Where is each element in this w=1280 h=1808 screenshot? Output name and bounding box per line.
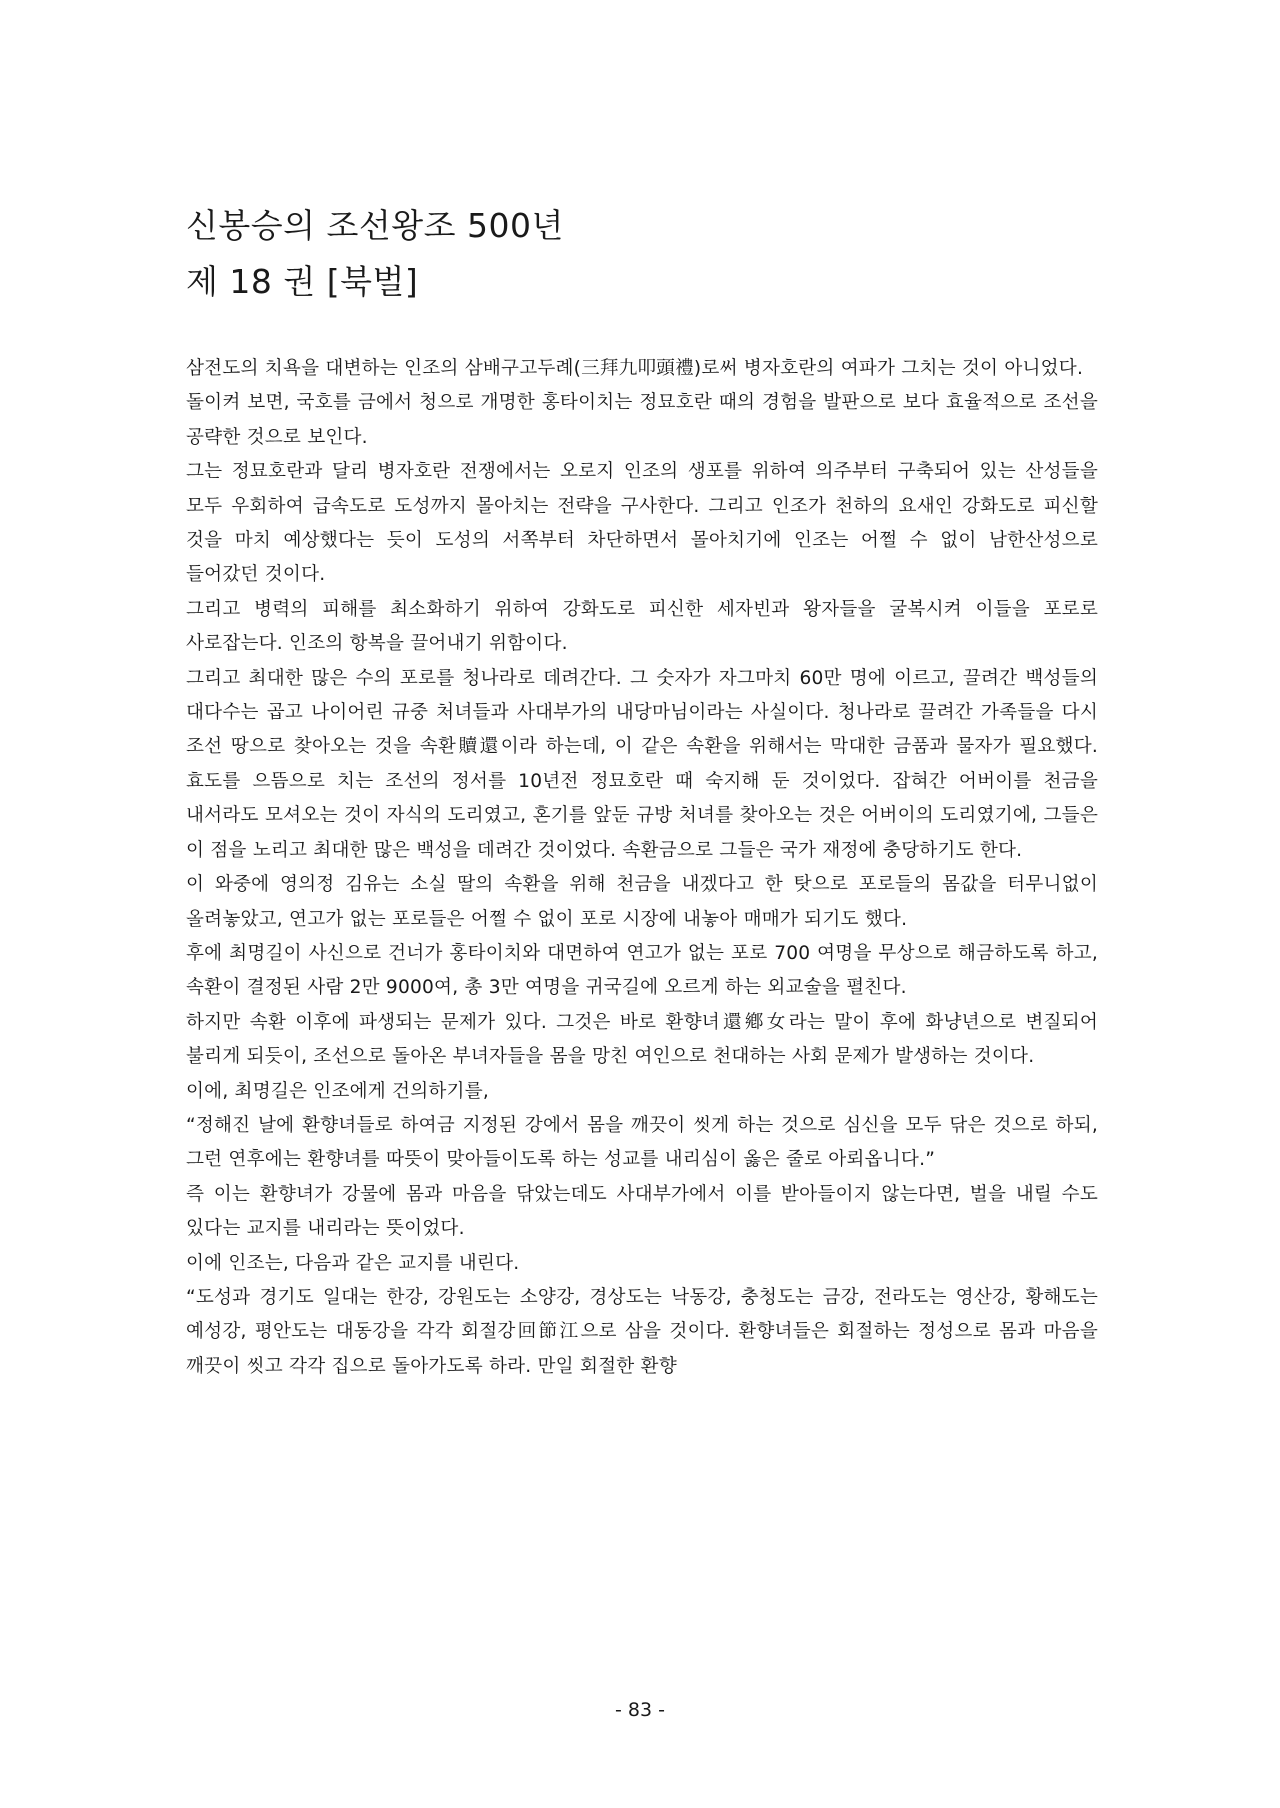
paragraph: 하지만 속환 이후에 파생되는 문제가 있다. 그것은 바로 환향녀還鄕女라는 말이 후에 화냥년으로 변질되어 불리게 되듯이, 조선으로 돌아온 부녀자들을 몸을 망친 여인으로 천대하는 사회 문제가 발생하는 것이다.: [186, 1011, 1098, 1068]
paragraph: “도성과 경기도 일대는 한강, 강원도는 소양강, 경상도는 낙동강, 충청도는 금강, 전라도는 영산강, 황해도는 예성강, 평안도는 대동강을 각각 회절강回節江으로 삼을 것이다. 환향녀들은 회절하는 정성으로 몸과 마음을 깨끗이 씻고 각각 집으로 돌아가도록 하라. 만일 회절한 환향: [186, 1286, 1098, 1377]
paragraph: 이 와중에 영의정 김유는 소실 딸의 속환을 위해 천금을 내겠다고 한 탓으로 포로들의 몸값을 터무니없이 올려놓았고, 연고가 없는 포로들은 어쩔 수 없이 포로 시장에 내놓아 매매가 되기도 했다.: [186, 874, 1098, 930]
paragraph: 후에 최명길이 사신으로 건너가 홍타이치와 대면하여 연고가 없는 포로 700 여명을 무상으로 해금하도록 하고, 속환이 결정된 사람 2만 9000여, 총 3만 여명을 귀국길에 오르게 하는 외교술을 펼친다.: [186, 942, 1098, 999]
paragraph: 즉 이는 환향녀가 강물에 몸과 마음을 닦았는데도 사대부가에서 이를 받아들이지 않는다면, 벌을 내릴 수도 있다는 교지를 내리라는 뜻이었다.: [186, 1183, 1098, 1240]
paragraph: 그리고 최대한 많은 수의 포로를 청나라로 데려간다. 그 숫자가 자그마치 60만 명에 이르고, 끌려간 백성들의 대다수는 곱고 나이어린 규중 처녀들과 사대부가의 내당마님이라는 사실이다. 청나라로 끌려간 가족들을 다시 조선 땅으로 찾아오는 것을 속환贖還이라 하는데, 이 같은 속환을 위해서는 막대한 금품과 물자가 필요했다. 효도를 으뜸으로 치는 조선의 정서를 10년전 정묘호란 때 숙지해 둔 것이었다. 잡혀간 어버이를 천금을 내서라도 모셔오는 것이 자식의 도리였고, 혼기를 앞둔 규방 처녀를 찾아오는 것은 어버이의 도리였기에, 그들은 이 점을 노리고 최대한 많은 백성을 데려간 것이었다. 속환금으로 그들은 국가 재정에 충당하기도 한다.: [186, 667, 1098, 861]
title-block: [186, 198, 1086, 310]
paragraph: 그리고 병력의 피해를 최소화하기 위하여 강화도로 피신한 세자빈과 왕자들을 굴복시켜 이들을 포로로 사로잡는다. 인조의 항복을 끌어내기 위함이다.: [186, 598, 1098, 655]
paragraph: 그는 정묘호란과 달리 병자호란 전쟁에서는 오로지 인조의 생포를 위하여 의주부터 구축되어 있는 산성들을 모두 우회하여 급속도로 도성까지 몰아치는 전략을 구사한다. 그리고 인조가 천하의 요새인 강화도로 피신할 것을 마치 예상했다는 듯이 도성의 서쪽부터 차단하면서 몰아치기에 인조는 어쩔 수 없이 남한산성으로 들어갔던 것이다.: [186, 461, 1098, 586]
paragraph: 이에 인조는, 다음과 같은 교지를 내린다.: [186, 1252, 520, 1274]
page-number: - 83 -: [615, 1699, 665, 1721]
paragraph: 삼전도의 치욕을 대변하는 인조의 삼배구고두례(三拜九叩頭禮)로써 병자호란의 여파가 그치는 것이 아니었다.: [186, 358, 1084, 379]
paragraph: 돌이켜 보면, 국호를 금에서 청으로 개명한 홍타이치는 정묘호란 때의 경험을 발판으로 보다 효율적으로 조선을 공략한 것으로 보인다.: [186, 392, 1098, 448]
paragraph: 이에, 최명길은 인조에게 건의하기를,: [186, 1080, 489, 1102]
body-text: [186, 352, 1098, 1384]
volume-title: 제 18 권 [북벌]: [186, 262, 419, 301]
book-title: 신봉승의 조선왕조 500년: [186, 206, 564, 245]
paragraph: “정해진 날에 환향녀들로 하여금 지정된 강에서 몸을 깨끗이 씻게 하는 것으로 심신을 모두 닦은 것으로 하되, 그런 연후에는 환향녀를 따뜻이 맞아들이도록 하는 성교를 내리심이 옳은 줄로 아뢰옵니다.”: [186, 1114, 1098, 1171]
